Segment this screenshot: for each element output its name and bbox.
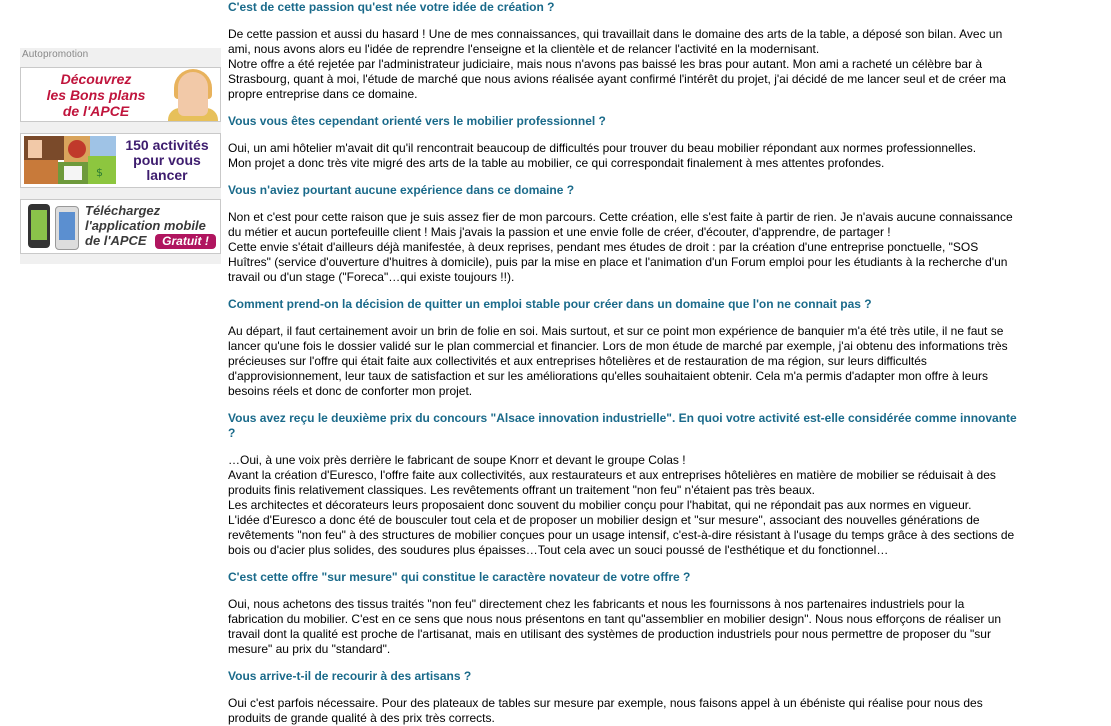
promo-app-mobile-banner[interactable] [20, 199, 221, 254]
question-heading: C'est de cette passion qu'est née votre idée de création ? [228, 0, 555, 14]
sidebar-title: Autopromotion [22, 49, 89, 60]
answer-paragraph: Oui, nous achetons des tissus traités "non feu" directement chez les fabricants et nous les fournissons à nos partenaires industriels pour la fabrication du mobilier. C'est en ce sens que nous nous présentons en tant qu"assemblier en mobilier design". Nous nous efforçons de réaliser un travail dont la qualité est proche de l'artisanat, mais en utilisant des systèmes de production industriels pour nous permettre de proposer du "sur mesure" au prix du "standard". [228, 597, 1002, 656]
answer-paragraph: Non et c'est pour cette raison que je suis assez fier de mon parcours. Cette création, elle s'est faite à partir de rien. Je n'avais aucune connaissance du métier et aucun portefeuille client ! Mais j'avais la passion et une envie folle de créer, d'écouter, d'apprendre, de partager ! Cette envie s'était d'ailleurs déjà manifestée, à deux reprises, pendant mes études de droit : par la création d'une entreprise ponctuelle, "SOS Huîtres" (service d'ouverture d'huitres à domicile), puis par la mise en place et l'animation d'un Forum emploi pour les étudiants à la recherche d'un travail ou d'un stage ("Foreca"…qui existe toujours !!). [228, 210, 1013, 284]
question-heading: Vous arrive-t-il de recourir à des artisans ? [228, 669, 472, 683]
promo-bons-plans-banner[interactable] [20, 67, 221, 122]
promo-app-mobile-text: Téléchargez l'application mobile de l'APCE [85, 203, 206, 248]
question-heading: Vous avez reçu le deuxième prix du concours "Alsace innovation industrielle". En quoi votre activité est-elle considérée comme innovante ? [228, 411, 1017, 440]
answer-paragraph: Oui, un ami hôtelier m'avait dit qu'il rencontrait beaucoup de difficultés pour trouver du beau mobilier répondant aux normes professionnelles. Mon projet a donc très vite migré des arts de la table au mobilier, ce qui correspondait finalement à mes attentes profondes. [228, 141, 977, 170]
promo-150-activites-text: 150 activités pour vous lancer [125, 137, 209, 183]
autopromotion-sidebar [20, 48, 221, 264]
smartphone-icon [55, 206, 79, 250]
question-heading: Vous vous êtes cependant orienté vers le mobilier professionnel ? [228, 114, 606, 128]
answer-paragraph: De cette passion et aussi du hasard ! Une de mes connaissances, qui travaillait dans le domaine des arts de la table, a déposé son bilan. Avec un ami, nous avons alors eu l'idée de reprendre l'enseigne et la clientèle et de relancer l'activité en la modernisant. Notre offre a été rejetée par l'administrateur judiciaire, mais nous n'avons pas baissé les bras pour autant. Mon ami a racheté un célèbre bar à Strasbourg, quant à moi, l'étude de marché que nous avions réalisée ayant confirmé l'intérêt du projet, j'ai décidé de me lancer seul et de créer ma propre entreprise dans ce domaine. [228, 27, 1006, 101]
interview-article [228, 0, 1018, 726]
answer-paragraph: Au départ, il faut certainement avoir un brin de folie en soi. Mais surtout, et sur ce point mon expérience de banquier m'a été très utile, il ne faut se lancer qu'une fois le dossier validé sur le plan commercial et financier. Lors de mon étude de marché par exemple, j'ai obtenu des informations très précieuses sur l'offre qui était faite aux collectivités et aux entreprises hôtelières et de restauration de ma région, sur leurs difficultés d'approvisionnement, leur taux de satisfaction et sur les améliorations qu'elles souhaitaient obtenir. Cela m'a permis d'adapter mon offre à leurs besoins réels et donc de conforter mon projet. [228, 324, 1008, 398]
answer-paragraph: Oui c'est parfois nécessaire. Pour des plateaux de tables sur mesure par exemple, nous faisons appel à un ébéniste qui réalise pour nous des produits de grande qualité à des prix très corrects. [228, 696, 983, 725]
question-heading: Vous n'aviez pourtant aucune expérience dans ce domaine ? [228, 183, 575, 197]
smartphone-icon [28, 204, 50, 248]
promo-bons-plans-text: Découvrez les Bons plans de l'APCE [46, 71, 146, 119]
question-heading: Comment prend-on la décision de quitter un emploi stable pour créer dans un domaine que l'on ne connait pas ? [228, 297, 872, 311]
question-heading: C'est cette offre "sur mesure" qui constitue le caractère novateur de votre offre ? [228, 570, 691, 584]
gratuit-badge: Gratuit ! [155, 234, 216, 249]
promo-150-activites-banner[interactable] [20, 133, 221, 188]
svg-text:$: $ [96, 166, 103, 179]
answer-paragraph: …Oui, à une voix près derrière le fabricant de soupe Knorr et devant le groupe Colas ! Avant la création d'Euresco, l'offre faite aux collectivités, aux restaurateurs et aux entreprises hôtelières en matière de mobilier se réduisait à des produits finis relativement classiques. Les revêtements offrant un traitement "non feu" n'étaient pas très beaux. Les architectes et décorateurs leurs proposaient donc souvent du mobilier conçu pour l'habitat, qui ne répondait pas aux normes en vigueur. L'idée d'Euresco a donc été de bousculer tout cela et de proposer un mobilier design et "sur mesure", associant des nouvelles générations de revêtements "non feu" à des structures de mobilier conçues pour un usage intensif, c'est-à-dire résistant à l'usage du temps grâce à des sections de bois ou d'acier plus solides, des soudures plus épaisses…Tout cela avec un souci poussé de l'esthétique et du fonctionnel… [228, 453, 1015, 557]
activities-collage-icon [24, 136, 116, 184]
